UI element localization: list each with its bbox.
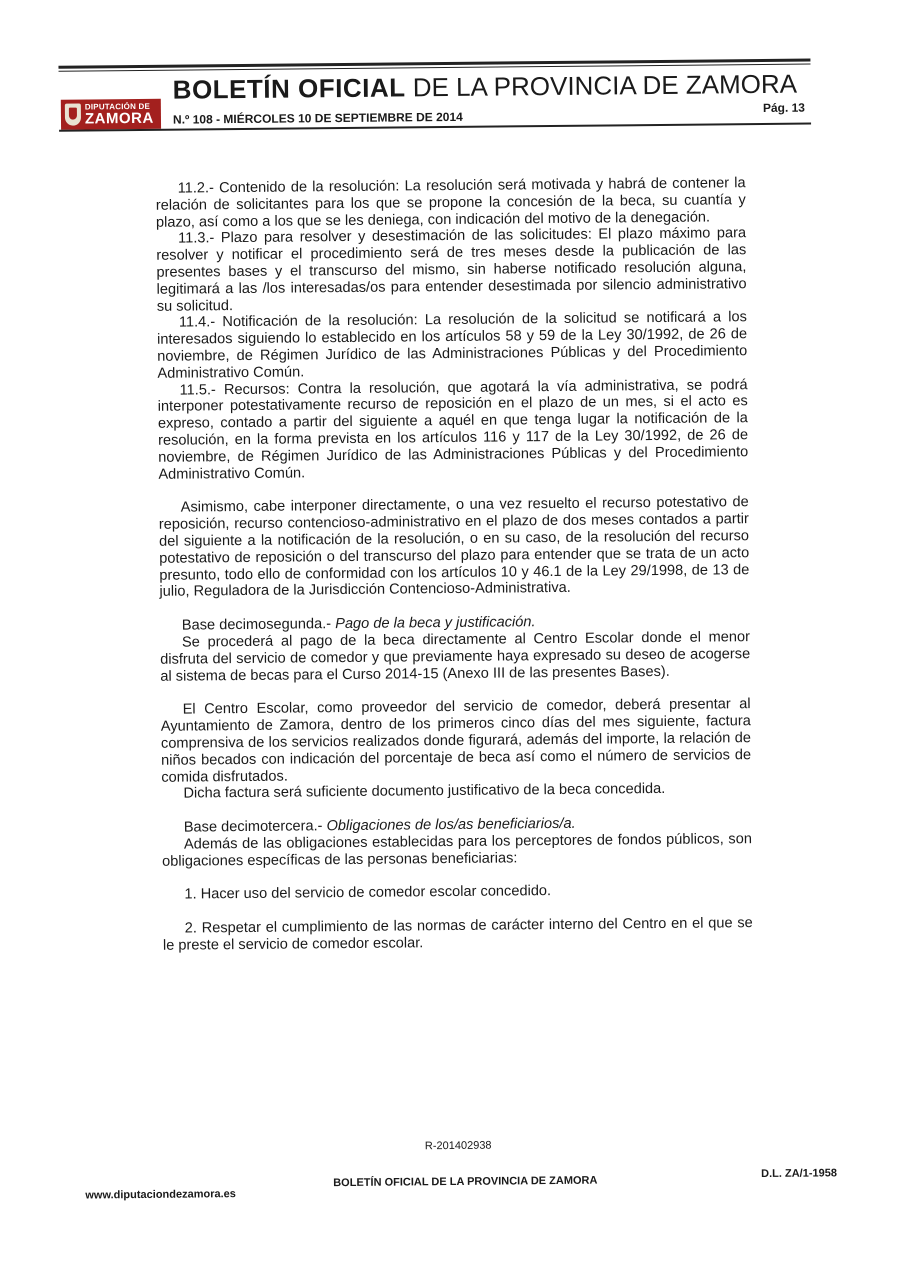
logo-line2: ZAMORA: [84, 109, 154, 127]
masthead-title: [173, 69, 798, 106]
paragraph-centro-escolar: El Centro Escolar, como proveedor del servicio de comedor, deberá presentar al Ayuntamiento de Zamora, dentro de los primeros cinco días del mes siguiente, factura comprensiva de los servicios realizados donde figurará, además del importe, la relación de niños becados con indicación del porcentaje de beca así como el número de servicios de comida disfrutados.: [160, 696, 752, 786]
logo-line1: DIPUTACIÓN DE: [84, 101, 151, 111]
paragraph-11-2: 11.2.- Contenido de la resolución: La resolución será motivada y habrá de contener la relación de solicitantes para los que se propone la concesión de la beca, su cuantía y plazo, así como a los que se les deniega, con indicación del motivo de la denegación.: [155, 175, 746, 231]
footer-legal-deposit: D.L. ZA/1-1958: [761, 1167, 838, 1181]
coat-of-arms-icon: [65, 104, 81, 126]
masthead-rest: DE LA PROVINCIA DE ZAMORA: [405, 68, 798, 103]
diputacion-logo: [61, 99, 161, 130]
base-12-title: Pago de la beca y justificación.: [335, 614, 536, 633]
obligation-item-2: 2. Respetar el cumplimiento de las normas de carácter interno del Centro en el que se le preste el servicio de comedor escolar.: [162, 915, 753, 954]
issue-line: N.º 108 - MIÉRCOLES 10 DE SEPTIEMBRE DE 2014: [172, 109, 463, 127]
paragraph-11-5: 11.5.- Recursos: Contra la resolución, que agotará la vía administrativa, se podrá interponer potestativamente recurso de reposición en el plazo de un mes, si el acto es expreso, contado a partir del siguiente a aquél en que tenga lugar la notificación de la resolución, en la forma prevista en los artículos 116 y 117 de la Ley 30/1992, de 26 de noviembre, de Régimen Jurídico de las Administraciones Públicas y del Procedimiento Administrativo Común.: [157, 376, 749, 483]
document-body: [156, 175, 753, 955]
paragraph-asimismo: Asimismo, cabe interponer directamente, o una vez resuelto el recurso potestativo de reposición, recurso contencioso-administrativo en el plazo de dos meses contados a partir del siguiente a la notificación de la resolución, o en su caso, de la resolución del recurso potestativo de reposición o del transcurso del plazo para entender que se trata de un acto presunto, todo ello de conformidad con los artículos 10 y 46.1 de la Ley 29/1998, de 13 de julio, Reguladora de la Jurisdicción Contencioso-Administrativa.: [158, 494, 750, 601]
paragraph-pago: Se procederá al pago de la beca directamente al Centro Escolar donde el menor disfruta del servicio de comedor y que previamente haya expresado su deseo de acogerse al sistema de becas para el Curso 2014-15 (Anexo III de las presentes Bases).: [160, 629, 751, 685]
paragraph-obligaciones: Además de las obligaciones establecidas para los perceptores de fondos públicos, son obligaciones específicas de las personas beneficiarias:: [162, 831, 753, 870]
page-number: Pág. 13: [762, 100, 806, 115]
masthead-bold: BOLETÍN OFICIAL: [172, 72, 406, 105]
base-13-label: Base decimotercera.-: [183, 818, 327, 836]
paragraph-factura: Dicha factura será suficiente documento justificativo de la beca concedida.: [183, 781, 666, 802]
base-12-label: Base decimosegunda.-: [181, 616, 336, 634]
paragraph-11-4: 11.4.- Notificación de la resolución: La resolución de la solicitud se notificará a los interesados siguiendo lo establecido en los artículos 58 y 59 de la Ley 30/1992, de 26 de noviembre, de Régimen Jurídico de las Administraciones Públicas y del Procedimiento Administrativo Común.: [157, 309, 748, 382]
base-13-title: Obligaciones de los/as beneficiarios/a.: [326, 815, 576, 835]
footer-url[interactable]: www.diputaciondezamora.es: [85, 1188, 236, 1202]
footer-title: BOLETÍN OFICIAL DE LA PROVINCIA DE ZAMORA: [333, 1174, 598, 1190]
reference-number: R-201402938: [424, 1139, 492, 1153]
paragraph-11-3: 11.3.- Plazo para resolver y desestimación de las solicitudes: El plazo máximo para resolver y notificar el procedimiento será de tres meses desde la publicación de las presentes bases y el transcurso del mismo, sin haberse notificado resolución alguna, legitimará a las /los interesadas/os para entender desestimada por silencio administrativo su solicitud.: [156, 225, 747, 315]
obligation-item-1: 1. Hacer uso del servicio de comedor escolar concedido.: [184, 883, 552, 904]
